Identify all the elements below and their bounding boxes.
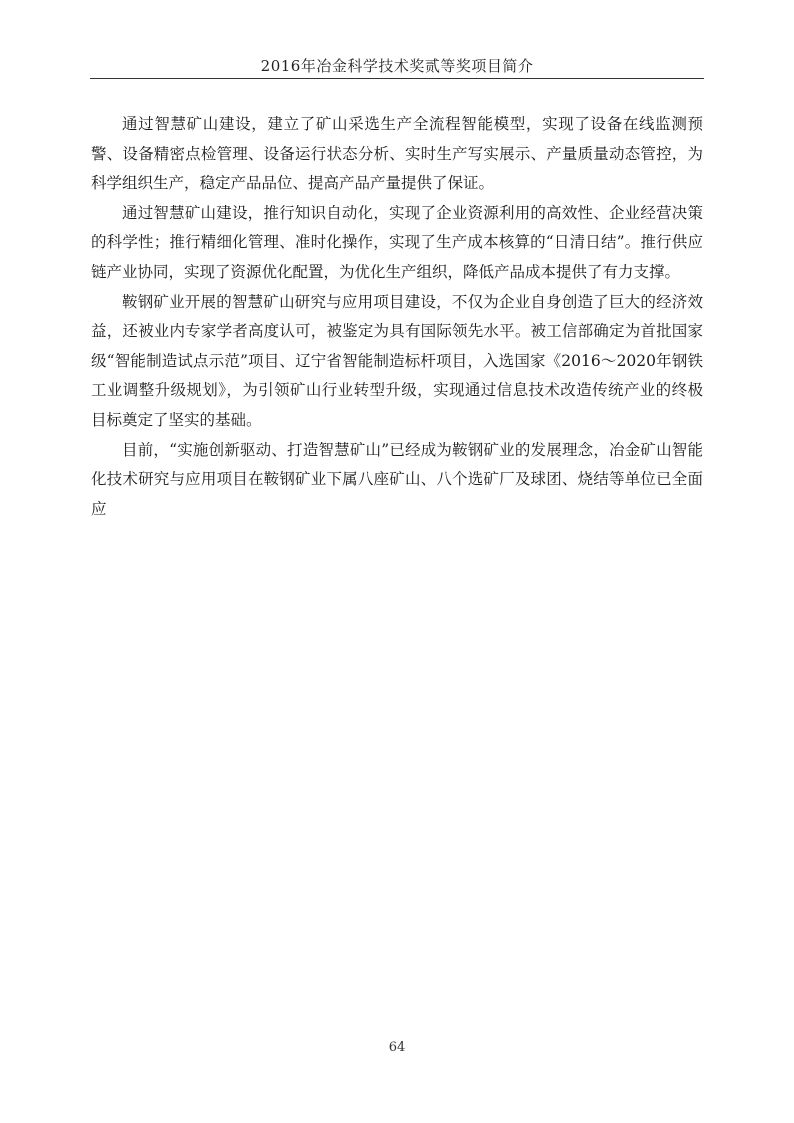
page-header-title: 2016年冶金科学技术奖贰等奖项目简介 [260, 57, 534, 75]
header-divider [90, 78, 704, 79]
page-number: 64 [388, 1040, 406, 1055]
paragraph-2: 通过智慧矿山建设，推行知识自动化，实现了企业资源利用的高效性、企业经营决策的科学性；推行精细化管理、准时化操作，实现了生产成本核算的“日清日结”。推行供应链产业协同，实现了资源优化配置，为优化生产组织，降低产品成本提供了有力支撑。 [91, 203, 703, 281]
paragraph-4: 目前，“实施创新驱动、打造智慧矿山”已经成为鞍钢矿业的发展理念，冶金矿山智能化技术研究与应用项目在鞍钢矿业下属八座矿山、八个选矿厂及球团、烧结等单位已全面应 [91, 440, 703, 518]
paragraph-3: 鞍钢矿业开展的智慧矿山研究与应用项目建设，不仅为企业自身创造了巨大的经济效益，还被业内专家学者高度认可，被鉴定为具有国际领先水平。被工信部确定为首批国家级“智能制造试点示范”项目、辽宁省智能制造标杆项目，入选国家《2016～2020年钢铁工业调整升级规划》，为引领矿山行业转型升级，实现通过信息技术改造传统产业的终极目标奠定了坚实的基础。 [91, 292, 703, 429]
paragraph-1: 通过智慧矿山建设，建立了矿山采选生产全流程智能模型，实现了设备在线监测预警、设备精密点检管理、设备运行状态分析、实时生产写实展示、产量质量动态管控，为科学组织生产，稳定产品品位、提高产品产量提供了保证。 [91, 115, 703, 193]
body-text [91, 110, 703, 524]
